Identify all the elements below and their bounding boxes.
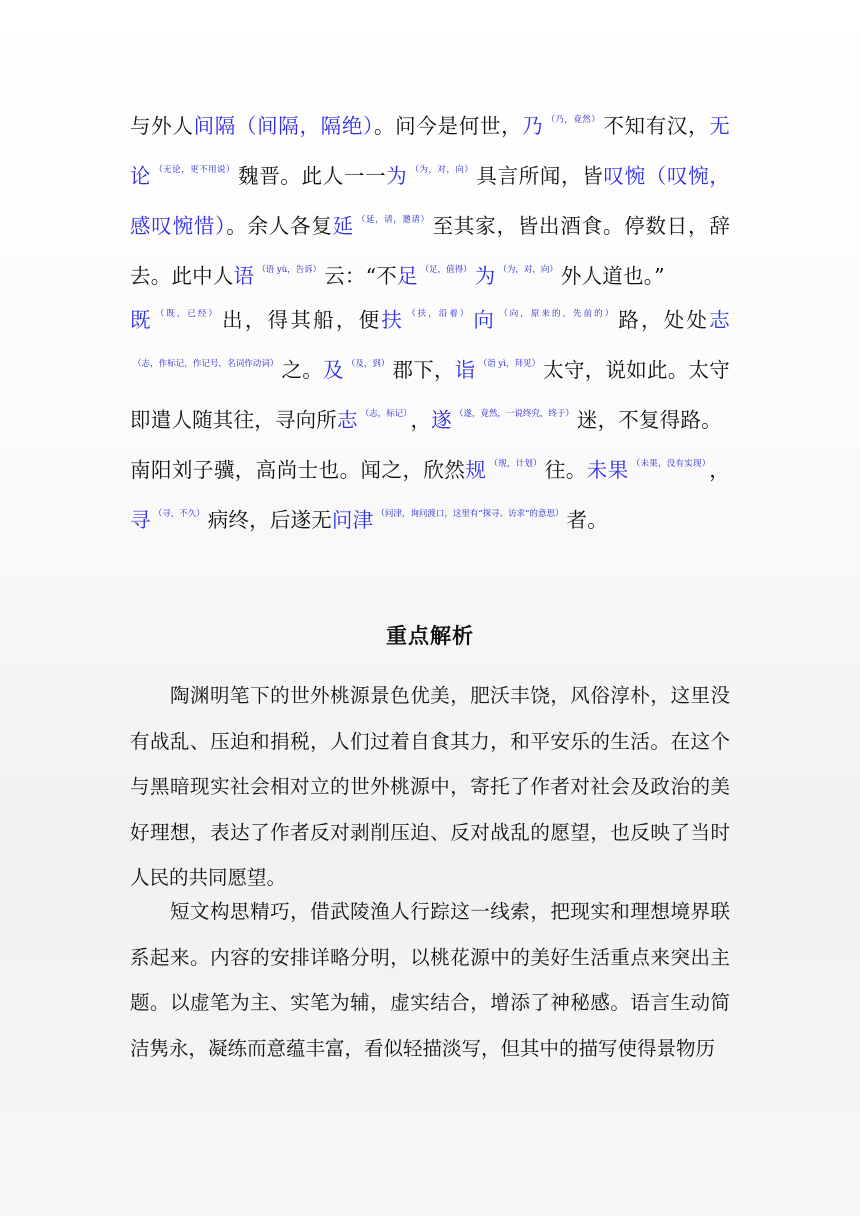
text-run: 云：“不 [324,264,397,288]
text-run: ， [410,408,432,432]
text-run: 具言所闻，皆 [476,164,604,188]
glossed-term: 为 [386,164,408,188]
glossed-term: 足 [396,264,418,288]
gloss-note: （延，请，邀请） [356,215,430,225]
text-run: 不知有汉， [603,114,710,138]
text-run: 往。 [544,458,587,482]
gloss-note: （向，原来的，先前的） [499,309,616,319]
text-run: 。问今是何世， [373,114,523,138]
text-run: 魏晋。此人一一 [238,164,387,188]
text-run: 郡下， [392,358,455,382]
glossed-term: 既 [130,308,153,332]
glossed-term: 叹惋（叹惋，感叹惋惜） [130,164,731,238]
text-run: 南阳刘子骥，高尚士也。闻之，欣然 [130,458,466,482]
annotated-paragraph-2 [130,298,730,448]
gloss-note: （寻，不久） [153,509,205,519]
gloss-note: （语 yù，告诉） [257,265,322,275]
text-run: 。余人各复 [226,214,333,238]
glossed-term: 为 [474,264,496,288]
glossed-term: 志 [337,408,358,432]
text-run: 外人道也。” [560,264,665,288]
glossed-term: 规 [465,458,487,482]
glossed-term: 志 [709,308,730,332]
glossed-term: 间隔（间隔，隔绝） [193,114,374,138]
text-run: 病终，后遂无 [207,508,332,532]
text-run: 太守，说如此。太守即遣人随其往，寻向所 [130,358,730,432]
text-run: 出，得其船，便 [222,308,382,332]
glossed-term: 乃 [522,114,544,138]
gloss-note: （未果，没有实现） [631,459,707,469]
gloss-note: （诣 yì，拜见） [478,359,541,369]
text-run: 迷，不复得路。 [576,408,722,432]
glossed-term: 向 [473,308,497,332]
glossed-term: 及 [322,358,344,382]
gloss-note: （足，值得） [420,265,472,275]
section-heading: 重点解析 [386,624,474,648]
gloss-note: （无论，更不用说） [154,165,236,175]
analysis-paragraph-2: 短文构思精巧，借武陵渔人行踪这一线索，把现实和理想境界联系起来。内容的安排详略分明，以桃花源中的美好生活重点来突出主题。以虚笔为主、实笔为辅，虚实结合，增添了神秘感。语言生动简洁隽永，凝练而意蕴丰富，看似轻描淡写，但其中的描写使得景物历 [130,900,730,1060]
gloss-note: （问津，询问渡口，这里有“探寻、访求”的意思） [376,509,564,519]
annotated-paragraph-3 [130,448,730,548]
gloss-note: （乃，竟然） [546,115,601,125]
glossed-term: 寻 [130,508,151,532]
gloss-note: （扶，沿着） [407,309,471,319]
gloss-note: （规，计划） [489,459,542,469]
glossed-term: 语 [233,264,255,288]
text-run: ， [709,458,730,482]
gloss-note: （为，对，向） [410,165,474,175]
glossed-term: 遂 [431,408,452,432]
analysis-paragraph-1: 陶渊明笔下的世外桃源景色优美，肥沃丰饶，风俗淳朴，这里没有战乱、压迫和捐税，人们过着自食其力，和平安乐的生活。在这个与黑暗现实社会相对立的世外桃源中，寄托了作者对社会及政治的美好理想，表达了作者反对剥削压迫、反对战乱的愿望，也反映了当时人民的共同愿望。 [130,684,730,889]
glossed-term: 扶 [381,308,405,332]
glossed-term: 未果 [586,458,629,482]
text-run: 与外人 [130,114,194,138]
gloss-note: （既，已经） [155,309,220,319]
glossed-term: 无论 [130,114,730,188]
gloss-note: （为，对，向） [498,265,558,275]
text-run: 至其家，皆出酒食。停数日，辞去。此中人 [130,214,731,288]
annotated-paragraph-1 [130,104,730,304]
gloss-note: （志，作标记，作记号，名词作动词） [133,359,279,369]
text-run: 之。 [281,358,323,382]
glossed-term: 问津 [331,508,374,532]
text-run: 者。 [566,508,608,532]
glossed-term: 诣 [454,358,476,382]
gloss-note: （遂，竟然，一说终究，终于） [454,409,574,419]
text-run: 路，处处 [618,308,710,332]
gloss-note: （及，到） [346,359,390,369]
gloss-note: （志，标记） [360,409,408,419]
glossed-term: 延 [332,214,354,238]
